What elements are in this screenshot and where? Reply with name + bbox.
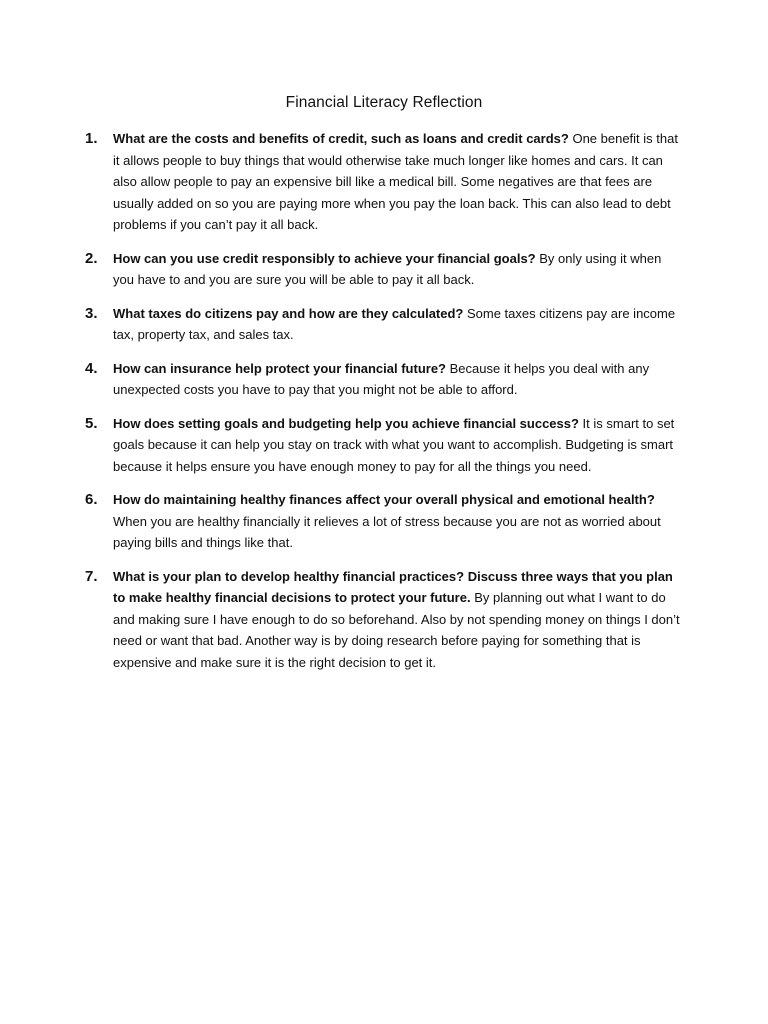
answer-text: Some taxes citizens pay are income tax, property tax, and sales tax. [113, 305, 676, 342]
list-item [85, 413, 683, 478]
document-title: Financial Literacy Reflection [285, 94, 483, 111]
question-text: How can you use credit responsibly to achieve your financial goals? [113, 250, 536, 266]
answer-text: When you are healthy financially it relieves a lot of stress because you are not as worried about paying bills and things like that. [113, 513, 661, 550]
question-text: How do maintaining healthy finances affect your overall physical and emotional health? [113, 492, 655, 507]
question-text: What are the costs and benefits of credit, such as loans and credit cards? [113, 131, 569, 146]
item-number: 1. [85, 130, 98, 147]
answer-text: By planning out what I want to do and making sure I have enough to do so beforehand. Also by not spending money on things I don’t need or want that bad. Another way is by doing research before paying for something that is expensive and make sure it is the right decision to get it. [113, 590, 680, 670]
question-list [85, 128, 683, 685]
question-text: What is your plan to develop healthy financial practices? Discuss three ways that you plan to make healthy financial decisions to protect your future. [113, 568, 673, 605]
list-item [85, 566, 683, 674]
item-number: 4. [85, 359, 98, 377]
question-text: What taxes do citizens pay and how are they calculated? [113, 305, 464, 321]
answer-text: By only using it when you have to and you are sure you will be able to pay it all back. [113, 250, 662, 287]
answer-text: It is smart to set goals because it can help you stay on track with what you want to accomplish. Budgeting is smart because it helps ensure you have enough money to pay for all the things you need. [113, 415, 675, 474]
list-item [85, 248, 683, 291]
list-item [85, 358, 683, 401]
item-number: 6. [85, 491, 98, 508]
item-number: 5. [85, 414, 98, 432]
answer-text: Because it helps you deal with any unexpected costs you have to pay that you might not be able to afford. [113, 360, 650, 397]
question-text: How can insurance help protect your financial future? [113, 360, 446, 376]
question-text: How does setting goals and budgeting help you achieve financial success? [113, 415, 579, 431]
answer-text: One benefit is that it allows people to buy things that would otherwise take much longer like homes and cars. It can also allow people to pay an expensive bill like a medical bill. Some negatives are that fees are usually added on so you are paying more when you pay the loan back. This can also lead to debt problems if you can’t pay it all back. [113, 131, 678, 232]
list-item [85, 489, 683, 554]
list-item [85, 128, 683, 236]
item-number: 7. [85, 567, 98, 585]
item-number: 3. [85, 304, 98, 322]
list-item [85, 303, 683, 346]
item-number: 2. [85, 249, 98, 267]
